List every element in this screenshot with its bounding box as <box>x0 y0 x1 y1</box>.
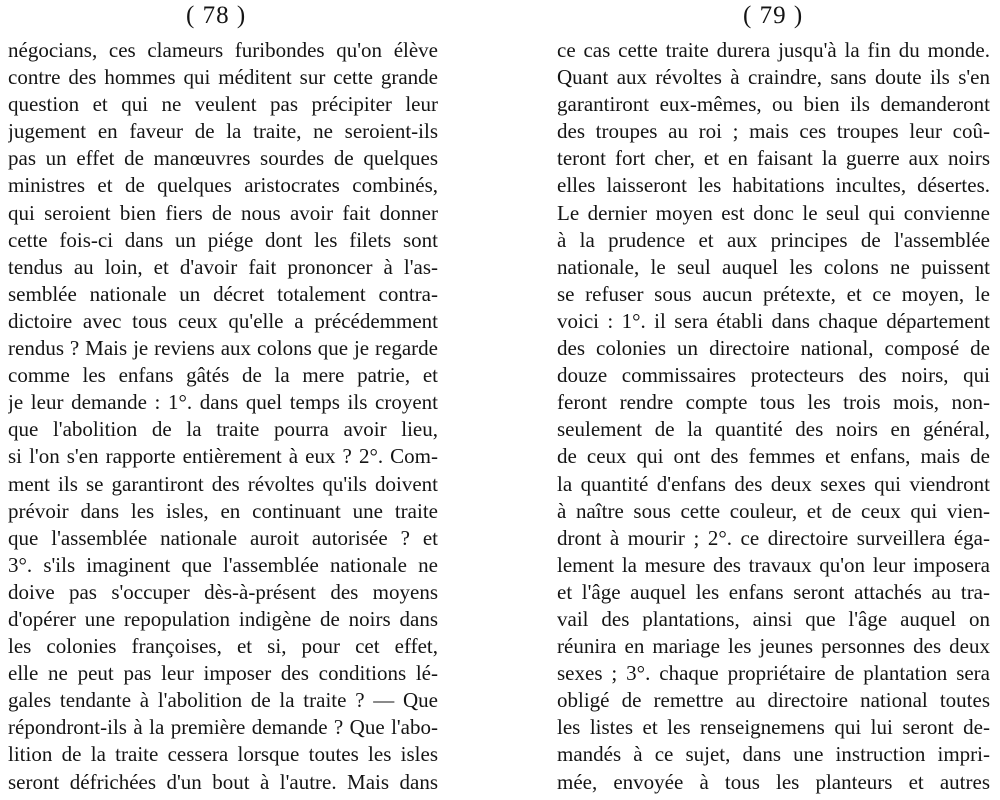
text-line: les listes et les renseignemens qui lui seront de- <box>557 715 990 740</box>
text-line: des colonies un directoire national, composé de <box>557 336 990 361</box>
text-line: semblée nationale un décret totalement contra- <box>8 281 438 306</box>
text-line: prévoir dans les isles, en continuant une traite <box>8 498 438 523</box>
text-line: pas un effet de manœuvres sourdes de quelques <box>8 146 438 171</box>
text-line: vail des plantations, ainsi que l'âge auquel on <box>557 606 990 631</box>
text-line: nationale, le seul auquel les colons ne puissent <box>557 254 990 279</box>
text-line: ce cas cette traite durera jusqu'à la fin du monde. <box>557 38 990 62</box>
text-line: cette fois-ci dans un piége dont les filets sont <box>8 227 438 252</box>
text-line: teront fort cher, et en faisant la guerre aux noirs <box>557 146 990 171</box>
right-page-number: ( 79 ) <box>743 2 804 29</box>
text-line: feront rendre compte tous les trois mois, non- <box>557 390 990 415</box>
text-line: à la prudence et aux principes de l'assemblée <box>557 227 990 252</box>
text-line: comme les enfans gâtés de la mere patrie, et <box>8 363 438 388</box>
text-line: si l'on s'en rapporte entièrement à eux ? 2°. Com- <box>8 444 438 469</box>
text-line: la quantité d'enfans des deux sexes qui viendront <box>557 471 990 496</box>
text-line: réunira en mariage les jeunes personnes des deux <box>557 634 990 659</box>
text-line: de ceux qui ont des femmes et enfans, mais de <box>557 444 990 469</box>
text-line: contre des hommes qui méditent sur cette grande <box>8 65 438 90</box>
text-line: rendus ? Mais je reviens aux colons que je regarde <box>8 336 438 361</box>
text-line: lement la mesure des travaux qu'on leur imposera <box>557 552 990 577</box>
text-line: qui seroient bien fiers de nous avoir fait donner <box>8 200 438 225</box>
text-line: lition de la traite cessera lorsque toutes les isles <box>8 742 438 767</box>
text-line: seulement de la quantité des noirs en général, <box>557 417 990 442</box>
text-line: dictoire avec tous ceux qu'elle a précédemment <box>8 308 438 333</box>
text-line: seront défrichées d'un bout à l'autre. Mais dans <box>8 769 438 794</box>
right-page-text <box>557 37 990 796</box>
text-line: jugement en faveur de la traite, ne seroient-ils <box>8 119 438 144</box>
right-page <box>500 0 1000 800</box>
text-line: doive pas s'occuper dès-à-présent des moyens <box>8 579 438 604</box>
text-line: gales tendante à l'abolition de la traite ? — Que <box>8 688 438 713</box>
text-line: que l'abolition de la traite pourra avoir lieu, <box>8 417 438 442</box>
text-line: je leur demande : 1°. dans quel temps ils croyent <box>8 390 438 415</box>
text-line: douze commissaires protecteurs des noirs, qui <box>557 363 990 388</box>
text-line: et l'âge auquel les enfans seront attachés au tra- <box>557 579 990 604</box>
left-page-text <box>8 37 438 796</box>
text-line: à naître sous cette couleur, et de ceux qui vien- <box>557 498 990 523</box>
text-line: garantiront eux-mêmes, ou bien ils demanderont <box>557 92 990 117</box>
text-line: elles laisseront les habitations incultes, désertes. <box>557 173 990 198</box>
text-line: que l'assemblée nationale auroit autorisée ? et <box>8 525 438 550</box>
text-line: dront à mourir ; 2°. ce directoire surveillera éga- <box>557 525 990 550</box>
text-line: ministres et de quelques aristocrates combinés, <box>8 173 438 198</box>
text-line: voici : 1°. il sera établi dans chaque département <box>557 308 990 333</box>
text-line: Quant aux révoltes à craindre, sans doute ils s'en <box>557 65 990 90</box>
text-line: sexes ; 3°. chaque propriétaire de plantation sera <box>557 661 990 686</box>
text-line: des troupes au roi ; mais ces troupes leur coû- <box>557 119 990 144</box>
text-line: tendus au loin, et d'avoir fait prononcer à l'as- <box>8 254 438 279</box>
text-line: ment ils se garantiront des révoltes qu'ils doivent <box>8 471 438 496</box>
text-line: négocians, ces clameurs furibondes qu'on élève <box>8 38 438 62</box>
text-line: question et qui ne veulent pas précipiter leur <box>8 92 438 117</box>
text-line: mée, envoyée à tous les planteurs et autres <box>557 769 990 794</box>
text-line: se refuser sous aucun prétexte, et ce moyen, le <box>557 281 990 306</box>
text-line: mandés à ce sujet, dans une instruction impri- <box>557 742 990 767</box>
text-line: 3°. s'ils imaginent que l'assemblée nationale ne <box>8 552 438 577</box>
left-page-number: ( 78 ) <box>186 2 247 29</box>
text-line: elle ne peut pas leur imposer des conditions lé- <box>8 661 438 686</box>
text-line: d'opérer une repopulation indigène de noirs dans <box>8 606 438 631</box>
text-line: répondront-ils à la première demande ? Que l'abo- <box>8 715 438 740</box>
text-line: obligé de remettre au directoire national toutes <box>557 688 990 713</box>
text-line: les colonies françoises, et si, pour cet effet, <box>8 634 438 659</box>
text-line: Le dernier moyen est donc le seul qui convienne <box>557 200 990 225</box>
